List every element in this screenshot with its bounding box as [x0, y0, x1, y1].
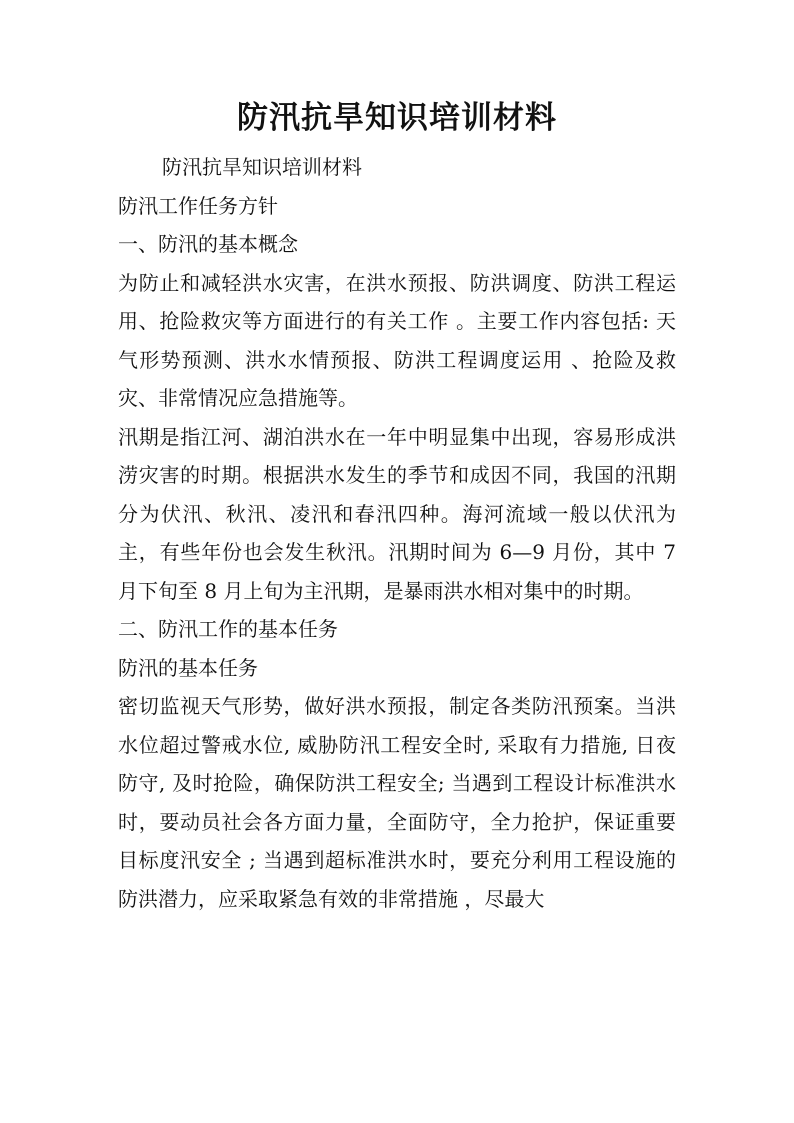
- paragraph-flood-season: 汛期是指江河、湖泊洪水在一年中明显集中出现，容易形成洪涝灾害的时期。根据洪水发生的季节和成因不同，我国的汛期分为伏汛、秋汛、凌汛和春汛四种。海河流域一般以伏汛为主，有些年份也会发生秋汛。汛期时间为 6—9 月份，其中 7 月下旬至 8 月上旬为主汛期，是暴雨洪水相对集中的时期。: [118, 424, 676, 603]
- section-heading-basic-tasks: 二、防汛工作的基本任务: [118, 617, 338, 641]
- document-body: [118, 148, 676, 918]
- subheading-basic-tasks: 防汛的基本任务: [118, 655, 258, 680]
- paragraph-basic-tasks: 密切监视天气形势，做好洪水预报，制定各类防汛预案。当洪水位超过警戒水位, 威胁防汛工程安全时, 采取有力措施, 日夜防守, 及时抢险，确保防洪工程安全; 当遇到工程设计标准洪水时，要动员社会各方面力量，全面防守，全力抢护，保证重要目标度汛安全 ; 当遇到超标准洪水时，要充分利用工程设施的防洪潜力，应采取紧急有效的非常措施 ，尽最大: [118, 694, 676, 911]
- paragraph-flood-concept: 为防止和减轻洪水灾害，在洪水预报、防洪调度、防洪工程运用、抢险救灾等方面进行的有关工作 。主要工作内容包括: 天气形势预测、洪水水情预报、防洪工程调度运用 、抢险及救灾、非常情况应急措施等。: [118, 270, 676, 410]
- section-heading-basic-concept: 一、防汛的基本概念: [118, 232, 298, 256]
- section-heading-flood-task-policy: 防汛工作任务方针: [118, 193, 278, 218]
- document-subtitle: 防汛抗旱知识培训材料: [162, 155, 362, 179]
- document-title: 防汛抗旱知识培训材料: [237, 100, 557, 136]
